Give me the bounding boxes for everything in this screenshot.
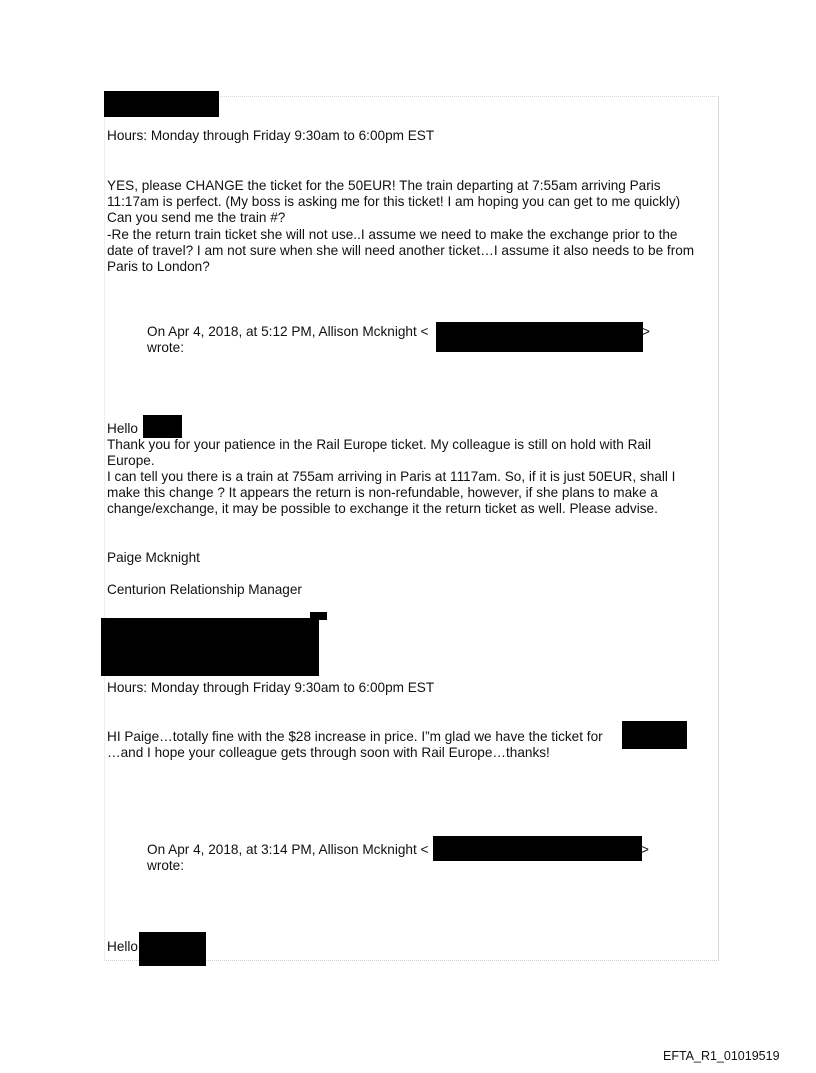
quote-header-end: > — [641, 842, 649, 857]
quote-header-text: On Apr 4, 2018, at 3:14 PM, Allison Mcknight < — [147, 842, 429, 857]
redacted-name — [139, 932, 206, 966]
greeting: Hello — [107, 939, 138, 954]
reply-line: change/exchange, it may be possible to exchange it the return ticket as well. Please advise. — [107, 501, 658, 516]
redaction-block — [101, 618, 319, 676]
redacted-email — [433, 836, 642, 861]
redacted-name — [143, 415, 182, 438]
redacted-email — [436, 322, 643, 352]
message-line: -Re the return train ticket she will not use..I assume we need to make the exchange prior to the — [107, 227, 678, 242]
signature-title: Centurion Relationship Manager — [107, 582, 302, 597]
message-line: Paris to London? — [107, 259, 210, 274]
greeting: Hello — [107, 421, 138, 436]
reply-line: Europe. — [107, 453, 155, 468]
reply-line: Thank you for your patience in the Rail Europe ticket. My colleague is still on hold with Rail — [107, 437, 652, 452]
quote-header-text: On Apr 4, 2018, at 5:12 PM, Allison Mcknight < — [147, 324, 429, 339]
signature-name: Paige Mcknight — [107, 550, 200, 565]
quote-wrote: wrote: — [147, 858, 185, 873]
reply-line: make this change ? It appears the return is non-refundable, however, if she plans to make a — [107, 485, 658, 500]
redaction-block — [104, 91, 219, 117]
message-line: date of travel? I am not sure when she will need another ticket…I assume it also needs to be from — [107, 243, 695, 258]
message-line: HI Paige…totally fine with the $28 increase in price. I”m glad we have the ticket for — [107, 729, 603, 744]
quote-header-end: > — [642, 324, 650, 339]
redacted-name — [622, 721, 687, 749]
message-line: Can you send me the train #? — [107, 210, 286, 225]
document-id: EFTA_R1_01019519 — [663, 1049, 780, 1063]
hours-line: Hours: Monday through Friday 9:30am to 6:00pm EST — [107, 680, 435, 695]
quote-wrote: wrote: — [147, 340, 185, 355]
message-line: 11:17am is perfect. (My boss is asking me for this ticket! I am hoping you can get to me quickly) — [107, 194, 681, 209]
message-line: YES, please CHANGE the ticket for the 50EUR! The train departing at 7:55am arriving Paris — [107, 178, 661, 193]
hours-line: Hours: Monday through Friday 9:30am to 6:00pm EST — [107, 128, 435, 143]
message-line: …and I hope your colleague gets through soon with Rail Europe…thanks! — [107, 745, 550, 760]
reply-line: I can tell you there is a train at 755am arriving in Paris at 1117am. So, if it is just 50EUR, shall I — [107, 469, 676, 484]
